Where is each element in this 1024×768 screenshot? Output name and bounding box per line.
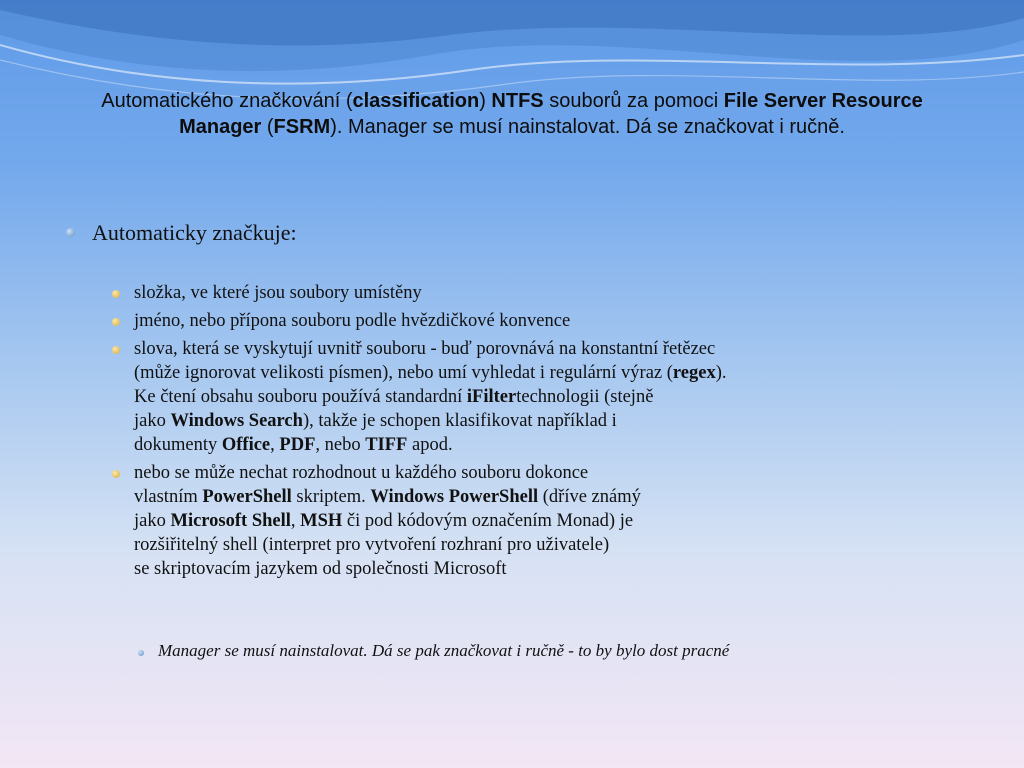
text-run: vlastním: [134, 487, 203, 507]
item-line: [134, 509, 992, 533]
title-bold: classification: [352, 90, 480, 112]
bullet-list: [112, 281, 992, 585]
item-line: [134, 385, 992, 409]
text-run: (dříve známý: [538, 487, 641, 507]
bold-term: Windows PowerShell: [370, 487, 539, 507]
text-run: jako: [134, 511, 171, 531]
title-bold: NTFS: [491, 90, 544, 112]
list-item: [112, 461, 992, 581]
text-run: ), takže je schopen klasifikovat například i: [302, 411, 617, 431]
item-text: složka, ve které jsou soubory umístěny: [134, 283, 422, 303]
list-item: [112, 337, 992, 457]
list-item: [112, 281, 992, 305]
bold-term: PDF: [279, 435, 316, 455]
text-run: apod.: [407, 435, 453, 455]
bullet-icon: [66, 228, 75, 237]
item-line: [134, 361, 992, 385]
note-text: Manager se musí nainstalovat. Dá se pak značkovat i ručně - to by bylo dost pracné: [158, 641, 730, 660]
text-run: dokumenty: [134, 435, 222, 455]
text-run: skriptem.: [291, 487, 371, 507]
bold-term: MSH: [300, 511, 343, 531]
item-line: [134, 409, 992, 433]
bullet-level1: [68, 220, 297, 246]
slide-title: [70, 88, 954, 140]
list-item: [112, 309, 992, 333]
text-run: ,: [270, 435, 280, 455]
title-part: souborů za pomoci: [543, 90, 724, 112]
text-run: ).: [715, 363, 727, 383]
text-run: (může ignorovat velikosti písmen), nebo umí vyhledat i regulární výraz (: [134, 363, 673, 383]
title-part: (: [261, 116, 274, 138]
item-line: se skriptovacím jazykem od společnosti Microsoft: [134, 559, 507, 579]
bold-term: Office: [221, 435, 271, 455]
bullet-icon: [112, 290, 120, 298]
text-run: technologii (stejně: [516, 387, 654, 407]
item-line: [134, 433, 992, 457]
bullet-icon: [138, 650, 144, 656]
bold-term: iFilter: [466, 387, 517, 407]
item-line: nebo se může nechat rozhodnout u každého souboru dokonce: [134, 463, 589, 483]
title-part: ). Manager se musí nainstalovat. Dá se značkovat i ručně.: [330, 116, 845, 138]
text-run: , nebo: [315, 435, 366, 455]
bold-term: PowerShell: [202, 487, 292, 507]
bullet-text: Automaticky značkuje:: [92, 220, 297, 245]
bullet-icon: [112, 346, 120, 354]
title-part: ): [479, 90, 492, 112]
item-line: rozšiřitelný shell (interpret pro vytvoření rozhraní pro uživatele): [134, 535, 610, 555]
bold-term: Windows Search: [170, 411, 303, 431]
text-run: jako: [134, 411, 171, 431]
text-run: Ke čtení obsahu souboru používá standardní: [134, 387, 467, 407]
text-run: ,: [290, 511, 301, 531]
text-run: či pod kódovým označením Monad) je: [342, 511, 634, 531]
item-line: slova, která se vyskytují uvnitř souboru - buď porovnává na konstantní řetězec: [134, 339, 716, 359]
bold-term: TIFF: [365, 435, 408, 455]
bullet-icon: [112, 470, 120, 478]
bullet-icon: [112, 318, 120, 326]
item-line: [134, 485, 992, 509]
title-part: Automatického značkování (: [101, 90, 353, 112]
item-text: jméno, nebo přípona souboru podle hvězdičkové konvence: [134, 311, 571, 331]
title-bold: File Server Resource Manager: [179, 90, 923, 138]
bullet-note: [144, 641, 729, 661]
title-bold: FSRM: [273, 116, 331, 138]
bold-term: regex: [672, 363, 716, 383]
bold-term: Microsoft Shell: [170, 511, 291, 531]
